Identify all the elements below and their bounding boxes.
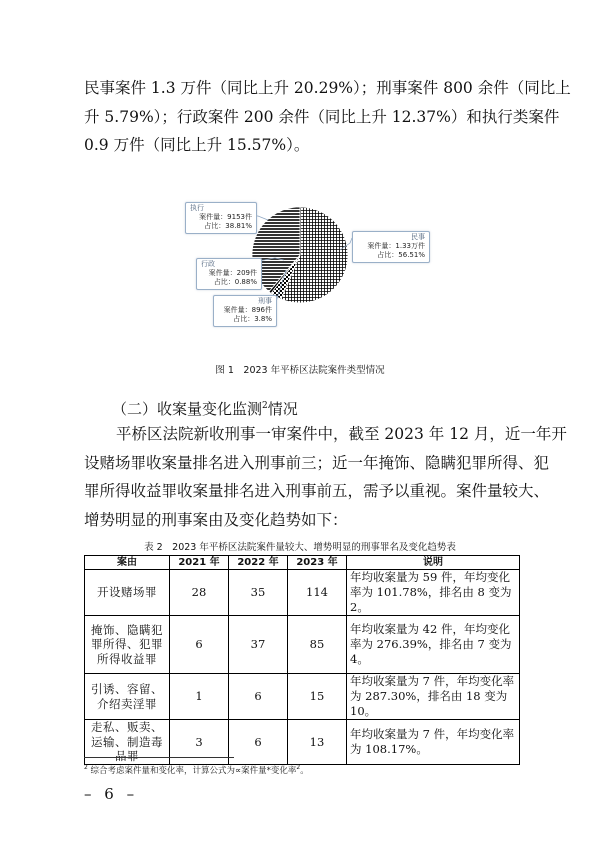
cell-2021: 3 — [170, 720, 229, 765]
cell-2022: 6 — [229, 674, 288, 720]
cell-cause: 走私、贩卖、运输、制造毒品罪 — [85, 720, 170, 765]
section-heading — [112, 396, 298, 419]
table-header-row — [85, 556, 520, 570]
cell-note: 年均收案量为 42 件，年均变化率为 276.39%，排名由 7 变为 4。 — [347, 616, 520, 674]
column-header: 2022 年 — [229, 556, 288, 570]
body-paragraph — [84, 420, 567, 534]
slice-name: 民事 — [411, 233, 425, 241]
slice-share: 占比：38.81% — [204, 222, 252, 230]
slice-count: 案件量：1.33万件 — [367, 242, 425, 250]
intro-line: 升 5.79%）；行政案件 200 余件（同比上升 12.37%）和执行类案件 — [84, 107, 560, 126]
slice-label-admin — [196, 258, 262, 290]
page-number: – 6 – — [84, 785, 139, 803]
cell-2023: 114 — [288, 570, 347, 616]
body-line: 增势明显的刑事案由及变化趋势如下： — [84, 510, 348, 529]
footnote-tail: 。 — [300, 766, 309, 776]
slice-share: 占比：3.8% — [233, 315, 272, 323]
slice-count: 案件量：896件 — [223, 306, 272, 314]
footnote-sup: 2 — [296, 764, 301, 772]
section-heading-text: （二）收案量变化监测 — [112, 400, 263, 418]
cell-cause: 引诱、容留、介绍卖淫罪 — [85, 674, 170, 720]
body-line: 罪所得收益罪收案量排名进入刑事前五，需予以重视。案件量较大、 — [84, 482, 550, 500]
slice-label-civil — [352, 231, 430, 263]
table-caption: 表 2 2023 年平桥区法院案件量较大、增势明显的刑事罪名及变化趋势表 — [144, 542, 456, 553]
column-header: 2021 年 — [170, 556, 229, 570]
cell-2022: 35 — [229, 570, 288, 616]
slice-name: 刑事 — [258, 297, 272, 305]
slice-count: 案件量：9153件 — [199, 213, 252, 221]
cell-note: 年均收案量为 7 件，年均变化率为 287.30%，排名由 18 变为 10。 — [347, 674, 520, 720]
slice-label-exec — [185, 202, 257, 234]
intro-paragraph — [84, 74, 571, 160]
column-header: 2023 年 — [288, 556, 347, 570]
column-header: 说明 — [347, 556, 520, 570]
section-heading-footnote-ref: 2 — [262, 401, 268, 411]
slice-count: 案件量：209件 — [208, 269, 257, 277]
intro-line: 民事案件 1.3 万件（同比上升 20.29%）；刑事案件 800 余件（同比上 — [84, 79, 571, 97]
cell-cause: 掩饰、隐瞒犯罪所得、犯罪所得收益罪 — [85, 616, 170, 674]
cell-cause: 开设赌场罪 — [85, 570, 170, 616]
footnote-text: 综合考虑案件量和变化率，计算公式为∝案件量*变化率 — [90, 766, 297, 776]
cell-2023: 85 — [288, 616, 347, 674]
section-heading-tail: 情况 — [267, 400, 298, 418]
cell-2023: 15 — [288, 674, 347, 720]
slice-share: 占比：0.88% — [213, 278, 257, 286]
cell-2021: 6 — [170, 616, 229, 674]
footnote-marker: 2 — [84, 764, 88, 772]
slice-name: 行政 — [201, 260, 215, 268]
cell-note: 年均收案量为 7 件，年均变化率为 108.17%。 — [347, 720, 520, 765]
cell-2021: 1 — [170, 674, 229, 720]
cell-note: 年均收案量为 59 件，年均变化率为 101.78%，排名由 8 变为 2。 — [347, 570, 520, 616]
cell-2022: 37 — [229, 616, 288, 674]
table-row — [85, 616, 520, 674]
criminal-case-trend-table — [84, 555, 520, 765]
column-header: 案由 — [85, 556, 170, 570]
cell-2021: 28 — [170, 570, 229, 616]
table-row — [85, 674, 520, 720]
cell-2022: 6 — [229, 720, 288, 765]
body-line: 平桥区法院新收刑事一审案件中，截至 2023 年 12 月，近一年开 — [116, 425, 567, 443]
slice-label-crim — [213, 295, 277, 327]
intro-line: 0.9 万件（同比上升 15.57%）。 — [84, 136, 310, 154]
cell-2023: 13 — [288, 720, 347, 765]
slice-share: 占比：56.51% — [377, 251, 425, 259]
slice-name: 执行 — [190, 204, 204, 212]
figure-caption: 图 1 2023 年平桥区法院案件类型情况 — [215, 365, 385, 376]
body-line: 设赌场罪收案量排名进入刑事前三；近一年掩饰、隐瞒犯罪所得、犯 — [84, 453, 550, 472]
footnote — [84, 764, 309, 776]
footnote-divider — [84, 757, 234, 758]
table-row — [85, 570, 520, 616]
